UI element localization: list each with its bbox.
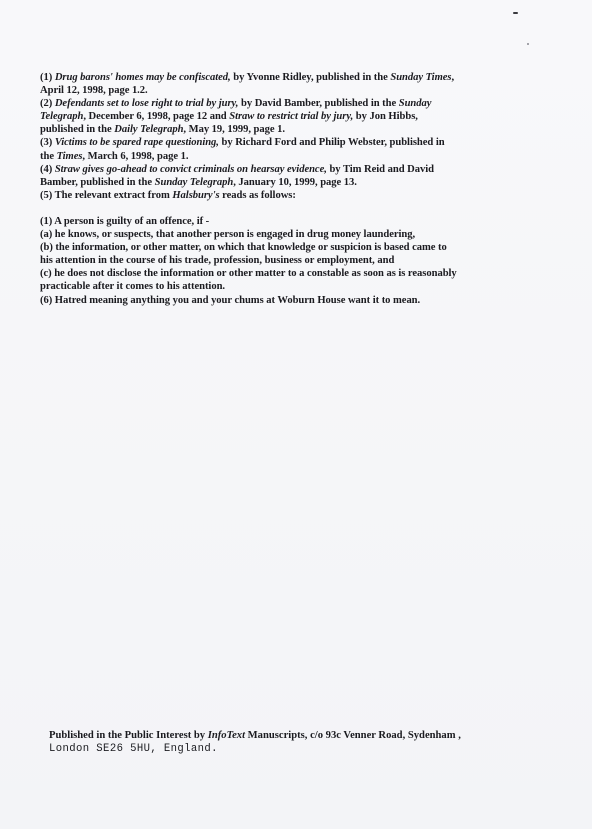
- footnote-3-line-2: [40, 150, 550, 163]
- newspaper-name: Telegraph: [40, 111, 84, 123]
- footnote-3: [40, 136, 550, 149]
- footnote-text: (5) The relevant extract from: [40, 189, 173, 201]
- footnote-number: (3): [40, 137, 55, 149]
- footnote-1: [40, 71, 550, 84]
- byline: by David Bamber, published in the: [238, 98, 399, 110]
- citation-detail: , December 6, 1998, page 12 and: [83, 111, 230, 123]
- footnote-text: reads as follows:: [219, 189, 296, 201]
- footnote-5: [40, 189, 550, 202]
- citation-detail: published in the: [40, 124, 115, 136]
- extract-line: (a) he knows, or suspects, that another person is engaged in drug money laundering,: [40, 229, 416, 241]
- publisher-brand: InfoText: [207, 730, 246, 741]
- extract-line: practicable after it comes to his attention.: [40, 281, 226, 293]
- article-title: Victims to be spared rape questioning,: [54, 137, 219, 149]
- footer-text: Published in the Public Interest by: [49, 730, 208, 741]
- byline: by Jon Hibbs,: [353, 111, 418, 123]
- citation-detail: , May 19, 1999, page 1.: [183, 124, 285, 136]
- extract-line: his attention in the course of his trade, profession, business or employment, and: [40, 255, 395, 267]
- footnote-4-line-2: [40, 176, 550, 189]
- byline: by Tim Reid and David: [326, 163, 434, 175]
- footnote-2-line-3: [40, 123, 550, 136]
- byline: by Yvonne Ridley, published in the: [230, 72, 391, 83]
- scan-speck: [527, 43, 529, 45]
- byline: by Richard Ford and Philip Webster, published in: [218, 137, 445, 149]
- punctuation: ,: [451, 72, 455, 83]
- scan-speck: [513, 12, 518, 14]
- newspaper-name: Sunday: [398, 98, 432, 110]
- article-title: Defendants set to lose right to trial by jury,: [54, 98, 239, 110]
- newspaper-name: Daily Telegraph: [114, 124, 184, 136]
- extract-line: (c) he does not disclose the information or other matter to a constable as soon as is reasonably: [40, 268, 457, 280]
- newspaper-name: Sunday Times: [390, 72, 452, 83]
- footnote-6: (6) Hatred meaning anything you and your chums at Woburn House want it to mean.: [40, 294, 421, 306]
- footer-line-1: [49, 729, 559, 743]
- citation-detail: the: [40, 150, 57, 162]
- source-name: Halsbury's: [172, 189, 220, 201]
- publisher-footer: [49, 729, 559, 756]
- footnote-number: (4): [40, 163, 55, 175]
- article-title: Straw to restrict trial by jury,: [229, 111, 354, 123]
- citation-detail: , January 10, 1999, page 13.: [233, 176, 357, 188]
- footnote-2-line-2: [40, 110, 550, 123]
- footer-text: Manuscripts, c/o 93c Venner Road, Sydenham ,: [245, 730, 461, 741]
- newspaper-name: Times: [56, 150, 83, 162]
- spacer: [40, 202, 550, 215]
- citation-detail: Bamber, published in the: [40, 176, 155, 188]
- footnote-2: [40, 97, 550, 110]
- footnote-number: (2): [40, 98, 55, 110]
- extract-line: (b) the information, or other matter, on which that knowledge or suspicion is based came to: [40, 242, 447, 254]
- article-title: Drug barons' homes may be confiscated,: [54, 72, 231, 83]
- footnote-4: [40, 163, 550, 176]
- footnotes: [40, 71, 550, 307]
- footnote-number: (1): [40, 72, 55, 83]
- newspaper-name: Sunday Telegraph: [154, 176, 234, 188]
- footnote-1-line-2: April 12, 1998, page 1.2.: [40, 85, 148, 97]
- article-title: Straw gives go-ahead to convict criminals on hearsay evidence,: [54, 163, 327, 175]
- extract-line: (1) A person is guilty of an offence, if -: [40, 215, 210, 227]
- footer-address: London SE26 5HU, England.: [49, 742, 218, 755]
- citation-detail: , March 6, 1998, page 1.: [82, 150, 189, 162]
